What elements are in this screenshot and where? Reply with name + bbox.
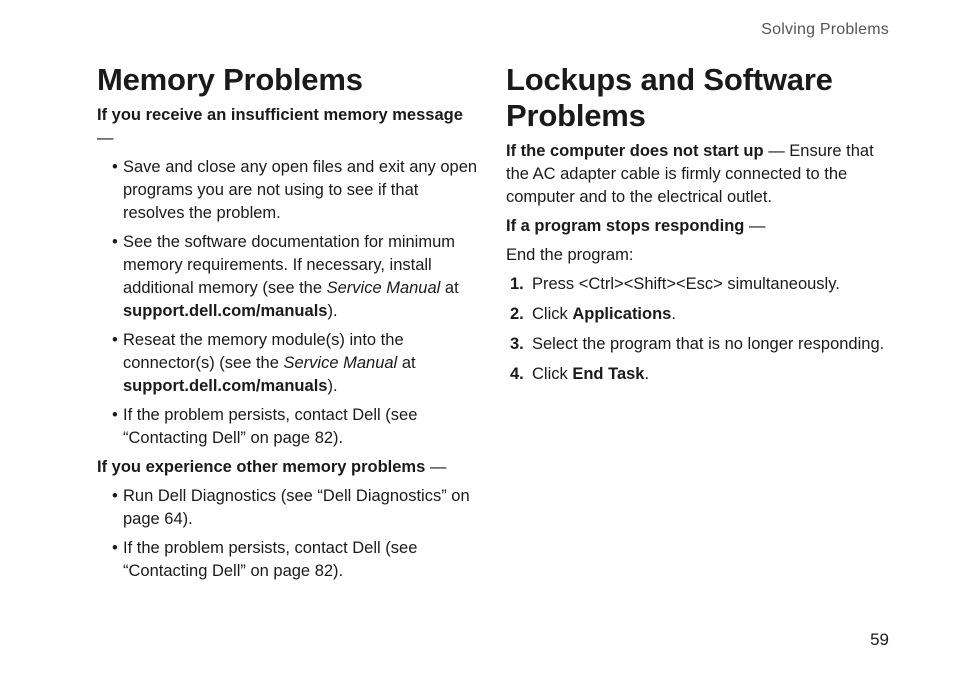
page-number: 59 — [870, 630, 889, 649]
service-manual-ref: Service Manual — [326, 279, 441, 297]
no-start-paragraph: If the computer does not start up — Ensure that the AC adapter cable is firmly connected to the computer and to the electrical outlet. — [506, 142, 874, 206]
end-program-intro: End the program: — [506, 246, 634, 264]
list-item: • If the problem persists, contact Dell (see “Contacting Dell” on page 82). — [112, 539, 418, 580]
list-item: 1. Press <Ctrl><Shift><Esc> simultaneously. — [510, 275, 840, 293]
list-item: 3. Select the program that is no longer responding. — [510, 335, 885, 353]
running-header: Solving Problems — [761, 21, 889, 38]
memory-problems-heading: Memory Problems — [97, 62, 363, 97]
memory-problems-section — [97, 62, 482, 589]
list-item: • If the problem persists, contact Dell (see “Contacting Dell” on page 82). — [112, 406, 418, 447]
list-item: 2. Click Applications. — [510, 305, 676, 323]
other-memory-list — [97, 485, 482, 583]
lockups-heading: Lockups and Software Problems — [506, 62, 833, 133]
service-manual-ref: Service Manual — [283, 354, 398, 372]
list-item: • Reseat the memory module(s) into the connector(s) (see the Service Manual at support.dell.com/manuals). — [112, 331, 416, 395]
support-link[interactable]: support.dell.com/manuals — [123, 377, 328, 395]
end-program-steps — [506, 273, 891, 386]
insufficient-memory-lead: If you receive an insufficient memory message — — [97, 106, 463, 147]
other-memory-lead: If you experience other memory problems — — [97, 458, 447, 476]
lockups-section — [506, 62, 891, 393]
list-item: • Run Dell Diagnostics (see “Dell Diagnostics” on page 64). — [112, 487, 470, 528]
list-item: • See the software documentation for minimum memory requirements. If necessary, install additional memory (see the Service Manual at support.dell.com/manuals). — [112, 233, 459, 320]
list-item: 4. Click End Task. — [510, 365, 650, 383]
support-link[interactable]: support.dell.com/manuals — [123, 302, 328, 320]
insufficient-memory-list — [97, 156, 482, 450]
not-responding-lead: If a program stops responding — — [506, 217, 766, 235]
list-item: • Save and close any open files and exit any open programs you are not using to see if that resolves the problem. — [112, 158, 478, 222]
